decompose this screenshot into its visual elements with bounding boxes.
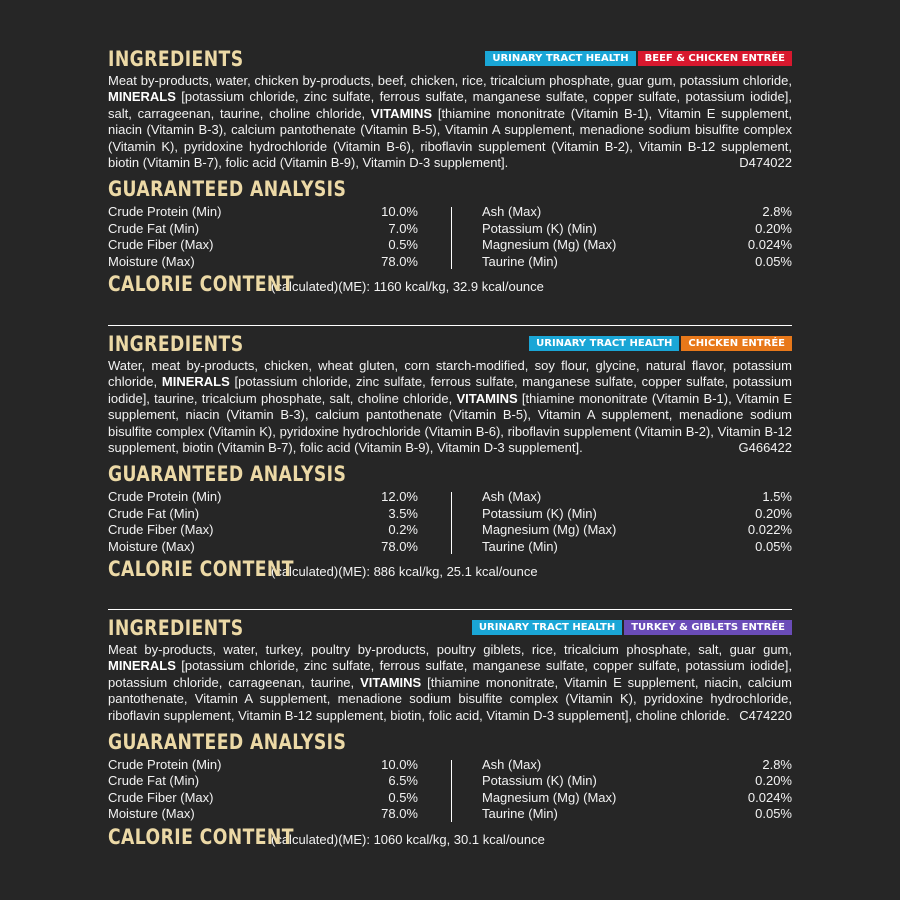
analysis-value: 0.5%: [388, 789, 418, 805]
analysis-value: 0.024%: [747, 789, 792, 805]
analysis-label: Crude Protein (Min): [108, 204, 222, 220]
ingredients-heading: INGREDIENTS: [108, 332, 244, 356]
analysis-label: Taurine (Min): [482, 538, 558, 554]
analysis-value: 10.0%: [381, 204, 418, 220]
analysis-label: Ash (Max): [482, 489, 542, 505]
flavor-badge: BEEF & CHICKEN ENTRÉE: [638, 51, 792, 66]
analysis-row: [482, 506, 792, 522]
ingredients-text: [108, 358, 792, 456]
analysis-row: [482, 773, 792, 789]
guaranteed-analysis-table: [108, 204, 792, 272]
analysis-label: Ash (Max): [482, 204, 542, 220]
calorie-content-heading: CALORIE CONTENT: [108, 825, 294, 850]
analysis-label: Crude Fat (Min): [108, 773, 200, 789]
analysis-row: [108, 221, 418, 237]
analysis-value: 1.5%: [762, 489, 792, 505]
analysis-row: [108, 539, 418, 555]
analysis-right-column: [482, 489, 792, 555]
analysis-row: [482, 757, 792, 773]
analysis-label: Moisture (Max): [108, 538, 195, 554]
analysis-label: Ash (Max): [482, 757, 542, 773]
calorie-content-heading: CALORIE CONTENT: [108, 272, 294, 297]
analysis-label: Taurine (Min): [482, 806, 558, 822]
analysis-value: 0.20%: [755, 220, 792, 236]
analysis-label: Moisture (Max): [108, 806, 195, 822]
analysis-value: 0.5%: [388, 237, 418, 253]
section-divider: [108, 325, 792, 326]
vitamins-label: VITAMINS: [360, 674, 422, 690]
minerals-label: MINERALS: [108, 658, 176, 674]
analysis-label: Magnesium (Mg) (Max): [482, 789, 617, 805]
ingredients-text: [108, 642, 792, 724]
ingredients-header-row: [108, 618, 792, 640]
analysis-label: Magnesium (Mg) (Max): [482, 237, 617, 253]
analysis-divider: [451, 760, 452, 822]
analysis-label: Crude Protein (Min): [108, 757, 222, 773]
analysis-label: Crude Fiber (Max): [108, 789, 214, 805]
guaranteed-analysis-table: [108, 489, 792, 557]
ingredients-heading: INGREDIENTS: [108, 616, 244, 640]
calorie-content-row: [108, 559, 792, 580]
ingredients-part: Meat by-products, water, chicken by-products, beef, chicken, rice, tricalcium phosphate, guar gum, potassium chloride,: [108, 73, 792, 88]
section-divider: [108, 609, 792, 610]
guaranteed-analysis-table: [108, 757, 792, 825]
product-code: D474022: [739, 155, 792, 171]
analysis-divider: [451, 207, 452, 269]
analysis-row: [108, 237, 418, 253]
guaranteed-analysis-heading: GUARANTEED ANALYSIS: [108, 730, 347, 755]
urinary-tract-health-badge: URINARY TRACT HEALTH: [485, 51, 635, 66]
ingredients-part: [thiamine mononitrate (Vitamin B-1), Vitamin E supplement, niacin (Vitamin B-3), calcium pantothenate (Vitamin B-5), Vitamin A supplement, menadione sodium bisulfite complex (Vitamin K), pyridoxine hydrochloride (Vitamin B-6), riboflavin supplement (Vitamin B-2), Vitamin B-12 supplement, biotin (Vitamin B-7), folic acid (Vitamin B-9), Vitamin D-3 supplement].: [108, 105, 792, 171]
analysis-divider: [451, 492, 452, 554]
analysis-row: [108, 806, 418, 822]
analysis-value: 2.8%: [762, 204, 792, 220]
analysis-value: 2.8%: [762, 757, 792, 773]
ingredients-part: Water, meat by-products, chicken, wheat gluten, corn starch-modified, soy flour, glycine, natural flavor, potassium chloride,: [108, 358, 792, 390]
ingredients-part: [potassium chloride, zinc sulfate, ferrous sulfate, manganese sulfate, copper sulfate, potassium iodide], salt, carrageenan, taurine, choline chloride,: [108, 89, 792, 121]
minerals-label: MINERALS: [161, 374, 230, 390]
calorie-content-heading: CALORIE CONTENT: [108, 557, 294, 582]
analysis-label: Crude Fat (Min): [108, 505, 200, 521]
analysis-value: 10.0%: [381, 757, 418, 773]
formula-badges: [485, 51, 792, 66]
analysis-row: [108, 757, 418, 773]
analysis-value: 0.05%: [755, 253, 792, 269]
flavor-badge: CHICKEN ENTRÉE: [681, 336, 792, 351]
analysis-value: 7.0%: [388, 220, 418, 236]
product-code: G466422: [738, 440, 792, 456]
analysis-value: 12.0%: [381, 489, 418, 505]
vitamins-label: VITAMINS: [370, 105, 433, 121]
analysis-row: [108, 506, 418, 522]
calorie-content-text: (calculated)(ME): 886 kcal/kg, 25.1 kcal/ounce: [271, 564, 538, 580]
minerals-label: MINERALS: [108, 89, 176, 105]
analysis-row: [482, 254, 792, 270]
analysis-value: 6.5%: [388, 773, 418, 789]
analysis-label: Potassium (K) (Min): [482, 220, 597, 236]
formula-section-turkey-giblets: [108, 618, 792, 848]
urinary-tract-health-badge: URINARY TRACT HEALTH: [529, 336, 679, 351]
ingredients-part: [potassium chloride, zinc sulfate, ferrous sulfate, manganese sulfate, copper sulfate, potassium iodide], taurine, tricalcium phosphate, salt, choline chloride,: [108, 374, 792, 406]
analysis-value: 0.05%: [755, 806, 792, 822]
analysis-row: [108, 522, 418, 538]
analysis-left-column: [108, 489, 418, 555]
analysis-label: Moisture (Max): [108, 253, 195, 269]
analysis-row: [482, 522, 792, 538]
analysis-right-column: [482, 757, 792, 823]
formula-badges: [529, 336, 792, 351]
analysis-value: 78.0%: [381, 253, 418, 269]
analysis-label: Taurine (Min): [482, 253, 558, 269]
calorie-content-row: [108, 827, 792, 848]
ingredients-text: [108, 73, 792, 171]
analysis-row: [108, 790, 418, 806]
ingredients-part: [thiamine mononitrate, Vitamin E supplement, niacin, calcium pantothenate, Vitamin A supplement, menadione sodium bisulfite complex (Vitamin K), pyridoxine hydrochloride, riboflavin supplement, Vitamin B-12 supplement, biotin, folic acid, Vitamin D-3 supplement], choline chloride.: [108, 674, 792, 723]
analysis-label: Crude Fat (Min): [108, 220, 200, 236]
analysis-row: [108, 773, 418, 789]
analysis-row: [482, 237, 792, 253]
ingredients-header-row: [108, 49, 792, 71]
product-code: C474220: [739, 707, 792, 723]
ingredients-header-row: [108, 334, 792, 356]
analysis-value: 0.20%: [755, 773, 792, 789]
ingredients-part: [potassium chloride, zinc sulfate, ferrous sulfate, manganese sulfate, copper sulfate, potassium iodide], potassium chloride, carrageenan, taurine,: [108, 658, 792, 690]
urinary-tract-health-badge: URINARY TRACT HEALTH: [472, 620, 622, 635]
analysis-row: [482, 806, 792, 822]
vitamins-label: VITAMINS: [456, 390, 518, 406]
analysis-label: Crude Fiber (Max): [108, 522, 214, 538]
ingredients-part: Meat by-products, water, turkey, poultry by-products, poultry giblets, rice, tricalcium phosphate, salt, guar gum,: [108, 642, 792, 657]
analysis-row: [108, 204, 418, 220]
analysis-row: [482, 204, 792, 220]
analysis-row: [108, 254, 418, 270]
analysis-row: [482, 489, 792, 505]
analysis-label: Crude Protein (Min): [108, 489, 222, 505]
analysis-value: 0.022%: [747, 522, 792, 538]
analysis-label: Magnesium (Mg) (Max): [482, 522, 617, 538]
analysis-value: 3.5%: [388, 505, 418, 521]
analysis-left-column: [108, 757, 418, 823]
analysis-value: 0.05%: [755, 538, 792, 554]
analysis-right-column: [482, 204, 792, 270]
analysis-value: 0.2%: [388, 522, 418, 538]
calorie-content-row: [108, 274, 792, 295]
analysis-row: [482, 539, 792, 555]
formula-section-beef-chicken: [108, 49, 792, 295]
guaranteed-analysis-heading: GUARANTEED ANALYSIS: [108, 462, 347, 487]
calorie-content-text: (calculated)(ME): 1160 kcal/kg, 32.9 kcal/ounce: [271, 279, 544, 295]
analysis-value: 78.0%: [381, 538, 418, 554]
analysis-value: 0.024%: [747, 237, 792, 253]
analysis-row: [482, 221, 792, 237]
analysis-value: 78.0%: [381, 806, 418, 822]
analysis-row: [108, 489, 418, 505]
analysis-row: [482, 790, 792, 806]
analysis-value: 0.20%: [755, 505, 792, 521]
guaranteed-analysis-heading: GUARANTEED ANALYSIS: [108, 177, 347, 202]
ingredients-part: [thiamine mononitrate (Vitamin B-1), Vitamin E supplement, niacin (Vitamin B-3), calcium pantothenate (Vitamin B-5), Vitamin A supplement, menadione sodium bisulfite complex (Vitamin K), pyridoxine hydrochloride (Vitamin B-6), riboflavin supplement (Vitamin B-2), Vitamin B-12 supplement, biotin (Vitamin B-7), folic acid (Vitamin B-9), Vitamin D-3 supplement].: [108, 390, 793, 456]
analysis-label: Crude Fiber (Max): [108, 237, 214, 253]
calorie-content-text: (calculated)(ME): 1060 kcal/kg, 30.1 kcal/ounce: [271, 832, 545, 848]
formula-badges: [472, 620, 792, 635]
ingredients-heading: INGREDIENTS: [108, 47, 244, 71]
flavor-badge: TURKEY & GIBLETS ENTRÉE: [624, 620, 792, 635]
analysis-label: Potassium (K) (Min): [482, 773, 597, 789]
analysis-label: Potassium (K) (Min): [482, 505, 597, 521]
formula-section-chicken: [108, 334, 792, 580]
analysis-left-column: [108, 204, 418, 270]
